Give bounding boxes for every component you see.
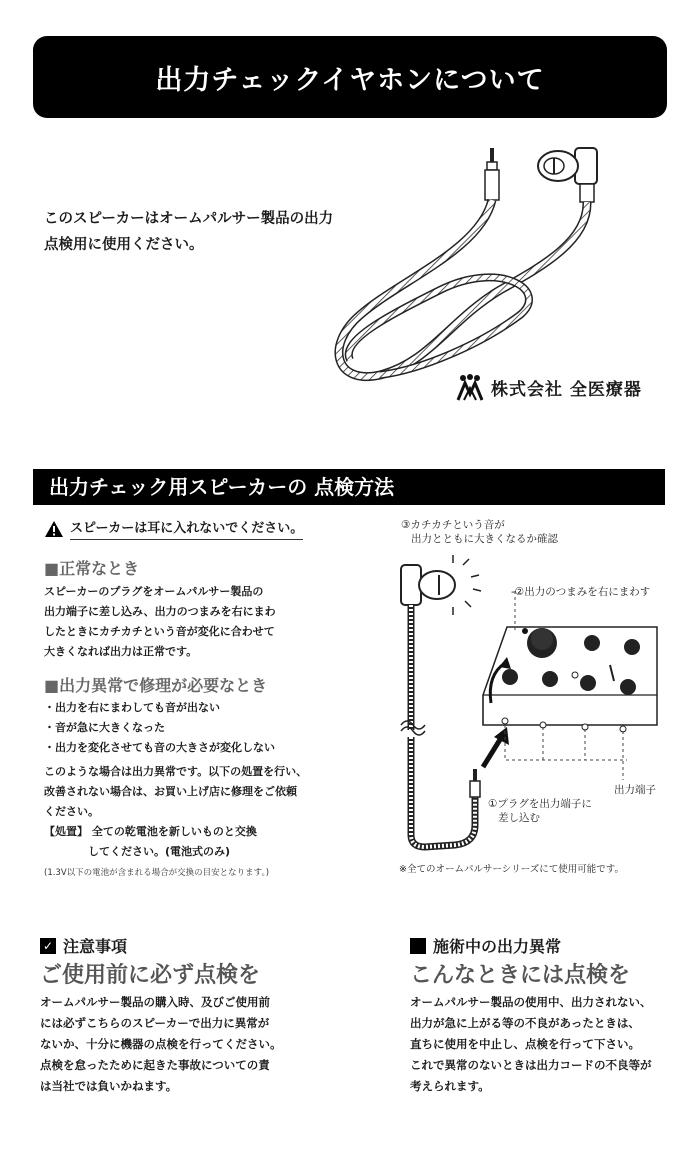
warning-text: スピーカーは耳に入れないでください。 xyxy=(70,517,303,540)
abnormal-line-1: このような場合は出力異常です。以下の処置を行い、 xyxy=(44,765,308,778)
caution-subtitle: ご使用前に必ず点検を xyxy=(40,963,261,988)
diagram-cord-icon xyxy=(401,605,475,847)
plug-icon xyxy=(485,148,499,200)
step3-line-2: 出力とともに大きくなるか確認 xyxy=(411,533,558,545)
normal-line-2: 出力端子に差し込み、出力のつまみを右にまわ xyxy=(44,605,276,618)
caution-line-1: オームパルサー製品の購入時、及びご使用前 xyxy=(40,995,270,1009)
company-name-block xyxy=(455,372,642,402)
abnormal-output-subtitle: こんなときには点検を xyxy=(410,963,631,988)
page-title-banner xyxy=(33,36,667,118)
abnormal-output-title: 施術中の出力異常 xyxy=(433,937,562,956)
method-section-title xyxy=(33,469,665,505)
step1-line-2: 差し込む xyxy=(498,812,540,824)
list-item: ・音が急に大きくなった xyxy=(44,721,165,734)
step1-text xyxy=(488,797,592,825)
abnormal-heading: ■出力異常で修理が必要なとき xyxy=(44,676,268,695)
caution-line-4: 点検を怠ったために起きた事故についての責 xyxy=(40,1058,270,1072)
abnormal-output-line-4: これで異常のないときは出力コードの不良等が xyxy=(410,1058,652,1072)
method-title: 出力チェック用スピーカーの 点検方法 xyxy=(49,475,395,499)
intro-line-2: 点検用に使用ください。 xyxy=(44,237,204,253)
list-item: ・出力を右にまわしても音が出ない xyxy=(44,701,220,714)
caution-line-5: は当社では負いかねます。 xyxy=(40,1079,178,1093)
caution-title-block xyxy=(40,934,127,957)
normal-text xyxy=(44,582,344,662)
step2-text: -②出力のつまみを右にまわす xyxy=(511,586,651,598)
battery-note: (1.3V以下の電池が含まれる場合が交換の目安となります。) xyxy=(44,868,270,878)
abnormal-output-text xyxy=(410,992,695,1097)
caution-line-2: には必ずこちらのスピーカーで出力に異常が xyxy=(40,1016,270,1030)
caution-text xyxy=(40,992,340,1097)
intro-line-1: このスピーカーはオームパルサー製品の出力 xyxy=(44,211,334,227)
abnormal-output-line-3: 直ちに使用を中止し、点検を行って下さい。 xyxy=(410,1037,640,1051)
abnormal-symptom-list xyxy=(44,698,344,758)
abnormal-output-title-block xyxy=(410,934,561,957)
warning-notice xyxy=(44,517,303,540)
normal-line-1: スピーカーのプラグをオームパルサー製品の xyxy=(44,585,264,598)
action-line-1: 【処置】 全ての乾電池を新しいものと交換 xyxy=(44,825,257,838)
company-name: 株式会社 全医療器 xyxy=(491,379,642,400)
caution-line-3: ないか、十分に機器の点検を行ってください。 xyxy=(40,1037,282,1051)
speaker-icon xyxy=(538,148,597,202)
warning-icon xyxy=(44,520,64,538)
list-item: ・出力を変化させても音の大きさが変化しない xyxy=(44,741,275,754)
step3-line-1: ③カチカチという音が xyxy=(401,519,505,531)
abnormal-output-line-2: 出力が急に上がる等の不良があったときは、 xyxy=(410,1016,640,1030)
device-icon xyxy=(483,627,657,732)
page-title: 出力チェックイヤホンについて xyxy=(155,64,545,96)
normal-line-3: したときにカチカチという音が変化に合わせて xyxy=(44,625,275,638)
normal-heading: ■正常なとき xyxy=(44,559,140,578)
terminal-label: 出力端子 xyxy=(614,784,656,796)
cord-icon xyxy=(339,200,587,377)
normal-line-4: 大きくなれば出力は正常です。 xyxy=(44,645,198,658)
earphone-illustration xyxy=(320,140,620,390)
abnormal-line-2: 改善されない場合は、お買い上げ店に修理をご依頼 xyxy=(44,785,297,798)
step1-line-1: ①プラグを出力端子に xyxy=(488,798,592,810)
compatibility-footnote: ※全てのオームパルサーシリーズにて使用可能です。 xyxy=(399,864,625,875)
action-block xyxy=(44,822,344,862)
abnormal-line-3: ください。 xyxy=(44,805,99,818)
caution-title: 注意事項 xyxy=(63,937,128,956)
company-logo-icon xyxy=(455,372,485,402)
check-icon: ✓ xyxy=(40,938,56,954)
abnormal-output-line-1: オームパルサー製品の使用中、出力されない、 xyxy=(410,995,652,1009)
abnormal-output-line-5: 考えられます。 xyxy=(410,1079,490,1093)
action-line-2: してください。(電池式のみ) xyxy=(88,845,231,858)
square-icon xyxy=(410,938,426,954)
abnormal-text xyxy=(44,762,344,822)
diagram-plug-icon xyxy=(470,769,480,797)
step3-text xyxy=(401,518,558,546)
